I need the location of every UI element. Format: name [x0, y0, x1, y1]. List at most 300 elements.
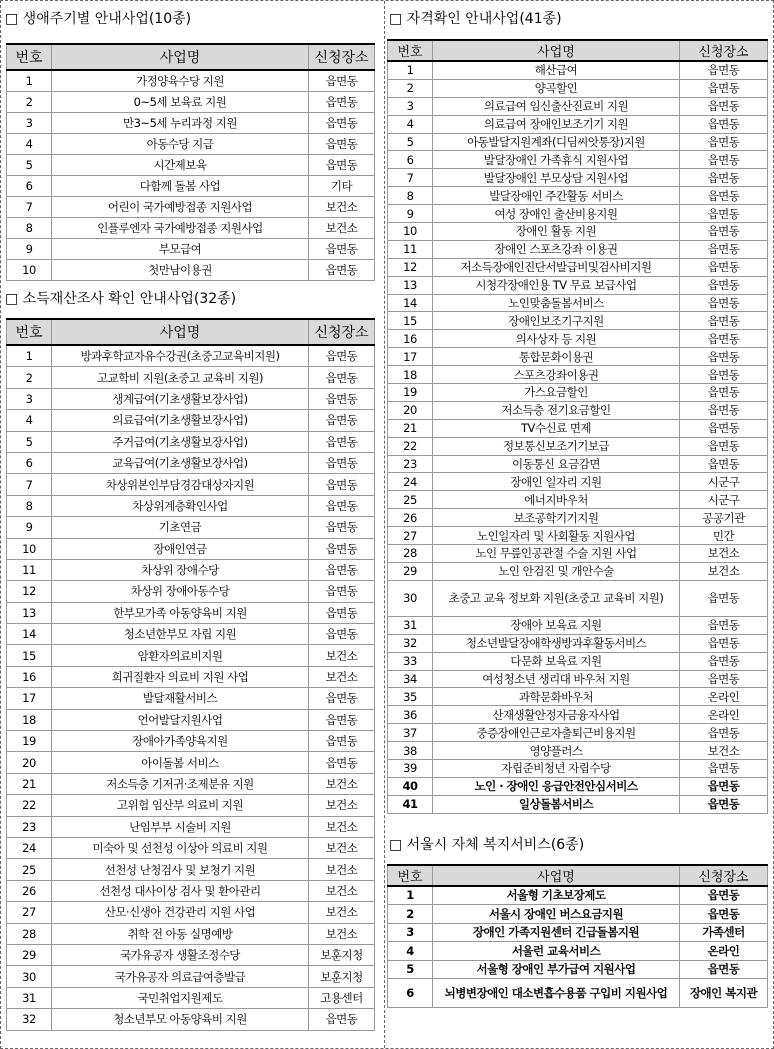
cell-number: 3 [388, 97, 433, 115]
header-number: 번호 [388, 865, 433, 886]
cell-number: 5 [388, 960, 433, 979]
cell-program-name: 노인맞춤돌봄서비스 [433, 294, 680, 312]
cell-program-name: 교육급여(기초생활보장사업) [52, 452, 309, 473]
cell-number: 28 [7, 923, 52, 944]
cell-apply-place: 온라인 [680, 942, 768, 961]
cell-apply-place: 읍면동 [680, 348, 768, 366]
cell-number: 21 [7, 773, 52, 794]
cell-apply-place: 읍면동 [680, 960, 768, 979]
table-row [388, 169, 768, 187]
cell-number: 17 [388, 348, 433, 366]
cell-apply-place: 읍면동 [680, 79, 768, 97]
header-number: 번호 [7, 44, 52, 70]
cell-apply-place: 기타 [309, 176, 375, 197]
cell-program-name: 미숙아 및 선천성 이상아 의료비 지원 [52, 837, 309, 858]
cell-program-name: 어린이 국가예방접종 지원사업 [52, 197, 309, 218]
table-row [7, 966, 375, 987]
table-row [388, 759, 768, 777]
cell-program-name: 의료급여 장애인보조기기 지원 [433, 115, 680, 133]
cell-program-name: 의사상자 등 지원 [433, 330, 680, 348]
cell-program-name: 초중고 교육 정보화 지원(초중고 교육비 지원) [433, 580, 680, 616]
header-program-name: 사업명 [52, 44, 309, 70]
table-row [388, 905, 768, 924]
cell-number: 3 [7, 388, 52, 409]
cell-program-name: 장애인 활동 지원 [433, 223, 680, 241]
cell-program-name: 생계급여(기초생활보장사업) [52, 388, 309, 409]
table-row [7, 474, 375, 495]
cell-number: 27 [7, 902, 52, 923]
cell-apply-place: 보건소 [309, 773, 375, 794]
cell-program-name: 장애인보조기구지원 [433, 312, 680, 330]
cell-number: 8 [388, 187, 433, 205]
cell-apply-place: 읍면동 [680, 795, 768, 813]
cell-apply-place: 보건소 [309, 197, 375, 218]
cell-apply-place: 보건소 [309, 923, 375, 944]
cell-apply-place: 읍면동 [680, 366, 768, 384]
table-row [7, 70, 375, 92]
cell-program-name: 방과후학교자유수강권(초중고교육비지원) [52, 345, 309, 367]
cell-number: 6 [388, 979, 433, 1008]
cell-apply-place: 읍면동 [680, 886, 768, 905]
header-number: 번호 [388, 40, 433, 61]
table-row [7, 538, 375, 559]
cell-apply-place: 읍면동 [309, 731, 375, 752]
cell-number: 11 [7, 559, 52, 580]
cell-program-name: 장애인 가족지원센터 긴급돌봄지원 [433, 923, 680, 942]
cell-program-name: 저소득층 전기요금할인 [433, 401, 680, 419]
cell-apply-place: 읍면동 [680, 580, 768, 616]
cell-number: 6 [7, 176, 52, 197]
cell-apply-place: 온라인 [680, 688, 768, 706]
cell-number: 1 [388, 886, 433, 905]
cell-number: 3 [7, 113, 52, 134]
cell-program-name: 주거급여(기초생활보장사업) [52, 431, 309, 452]
table-row [7, 239, 375, 260]
cell-number: 1 [7, 345, 52, 367]
cell-program-name: 시간제보육 [52, 155, 309, 176]
cell-number: 9 [7, 517, 52, 538]
cell-program-name: 차상위계층확인사업 [52, 495, 309, 516]
table-row [388, 545, 768, 563]
cell-apply-place: 장애인 복지관 [680, 979, 768, 1008]
cell-program-name: 저소득층 기저귀·조제분유 지원 [52, 773, 309, 794]
table-header-row [7, 319, 375, 345]
cell-number: 5 [7, 155, 52, 176]
cell-program-name: 발달장애인 주간활동 서비스 [433, 187, 680, 205]
cell-number: 32 [7, 1009, 52, 1030]
cell-apply-place: 민간 [680, 527, 768, 545]
table-header-row [388, 865, 768, 886]
cell-program-name: 암환자의료비지원 [52, 645, 309, 666]
cell-program-name: 다문화 보육료 지원 [433, 652, 680, 670]
cell-program-name: 자립준비청년 자립수당 [433, 759, 680, 777]
table-row [388, 724, 768, 742]
cell-apply-place: 읍면동 [680, 905, 768, 924]
cell-apply-place: 읍면동 [309, 474, 375, 495]
table-row [7, 410, 375, 431]
cell-apply-place: 읍면동 [680, 240, 768, 258]
table-row [388, 151, 768, 169]
cell-number: 17 [7, 688, 52, 709]
cell-apply-place: 읍면동 [309, 410, 375, 431]
table-row [7, 902, 375, 923]
cell-number: 21 [388, 419, 433, 437]
cell-apply-place: 읍면동 [680, 724, 768, 742]
cell-number: 6 [7, 452, 52, 473]
cell-number: 12 [7, 581, 52, 602]
cell-number: 15 [388, 312, 433, 330]
cell-apply-place: 보건소 [309, 666, 375, 687]
cell-program-name: 노인 무릎인공관절 수술 지원 사업 [433, 545, 680, 563]
table-row [7, 452, 375, 473]
cell-program-name: 청소년한부모 자립 지원 [52, 624, 309, 645]
section-title-lifecycle: □ 생애주기별 안내사업(10종) [5, 11, 192, 27]
table-row [7, 602, 375, 623]
table-row [7, 197, 375, 218]
cell-apply-place: 읍면동 [680, 777, 768, 795]
cell-number: 2 [7, 92, 52, 113]
cell-apply-place: 읍면동 [309, 602, 375, 623]
cell-program-name: 산모·신생아 건강관리 지원 사업 [52, 902, 309, 923]
cell-program-name: 언어발달지원사업 [52, 709, 309, 730]
table-row [388, 455, 768, 473]
table-row [388, 979, 768, 1008]
section-title-seoul: □ 서울시 자체 복지서비스(6종) [389, 836, 585, 853]
cell-program-name: 통합문화이용권 [433, 348, 680, 366]
cell-program-name: 발달재활서비스 [52, 688, 309, 709]
cell-program-name: 국민취업지원제도 [52, 987, 309, 1008]
cell-program-name: 해산급여 [433, 61, 680, 79]
table-row [388, 777, 768, 795]
cell-program-name: 인플루엔자 국가예방접종 지원사업 [52, 218, 309, 239]
cell-number: 41 [388, 795, 433, 813]
cell-number: 4 [7, 410, 52, 431]
cell-program-name: 고교학비 지원(초중고 교육비 지원) [52, 367, 309, 388]
cell-number: 11 [388, 240, 433, 258]
table-lifecycle [6, 43, 375, 281]
cell-number: 14 [388, 294, 433, 312]
table-row [7, 987, 375, 1008]
cell-number: 30 [388, 580, 433, 616]
table-row [388, 312, 768, 330]
cell-apply-place: 보건소 [309, 837, 375, 858]
cell-number: 8 [7, 218, 52, 239]
cell-number: 18 [388, 366, 433, 384]
cell-program-name: 영양플러스 [433, 742, 680, 760]
cell-apply-place: 읍면동 [309, 624, 375, 645]
table-row [388, 276, 768, 294]
cell-apply-place: 보훈지청 [309, 966, 375, 987]
table-row [388, 942, 768, 961]
cell-apply-place: 읍면동 [680, 133, 768, 151]
cell-number: 3 [388, 923, 433, 942]
cell-apply-place: 읍면동 [309, 452, 375, 473]
cell-number: 28 [388, 545, 433, 563]
cell-number: 10 [7, 538, 52, 559]
cell-apply-place: 보건소 [309, 218, 375, 239]
cell-apply-place: 읍면동 [680, 115, 768, 133]
cell-number: 22 [388, 437, 433, 455]
cell-apply-place: 보건소 [309, 816, 375, 837]
table-row [388, 61, 768, 79]
table-row [7, 731, 375, 752]
table-row [388, 258, 768, 276]
table-row [7, 155, 375, 176]
table-row [388, 670, 768, 688]
table-row [7, 773, 375, 794]
cell-number: 13 [7, 602, 52, 623]
table-row [7, 176, 375, 197]
table-row [7, 431, 375, 452]
cell-number: 7 [7, 474, 52, 495]
cell-apply-place: 시군구 [680, 491, 768, 509]
table-row [388, 923, 768, 942]
cell-number: 18 [7, 709, 52, 730]
cell-program-name: 서울런 교육서비스 [433, 942, 680, 961]
cell-program-name: 청소년부모 아동양육비 지원 [52, 1009, 309, 1030]
cell-program-name: 노인 · 장애인 응급안전안심서비스 [433, 777, 680, 795]
table-row [388, 366, 768, 384]
cell-number: 4 [7, 134, 52, 155]
cell-apply-place: 읍면동 [680, 276, 768, 294]
cell-number: 31 [7, 987, 52, 1008]
cell-program-name: 노인 안검진 및 개안수술 [433, 562, 680, 580]
table-row [388, 419, 768, 437]
table-row [388, 240, 768, 258]
cell-apply-place: 보훈지청 [309, 944, 375, 965]
cell-program-name: 차상위본인부담경감대상자지원 [52, 474, 309, 495]
cell-program-name: 의료급여 임신출산진료비 지원 [433, 97, 680, 115]
cell-program-name: 과학문화바우처 [433, 688, 680, 706]
cell-program-name: 0~5세 보육료 지원 [52, 92, 309, 113]
cell-apply-place: 읍면동 [309, 495, 375, 516]
cell-apply-place: 읍면동 [309, 388, 375, 409]
table-row [388, 688, 768, 706]
cell-number: 20 [388, 401, 433, 419]
table-row [388, 79, 768, 97]
cell-program-name: 중증장애인근로자출퇴근비용지원 [433, 724, 680, 742]
cell-program-name: 에너지바우처 [433, 491, 680, 509]
table-row [388, 634, 768, 652]
header-number: 번호 [7, 319, 52, 345]
cell-number: 26 [388, 509, 433, 527]
cell-program-name: 취학 전 아동 실명예방 [52, 923, 309, 944]
cell-program-name: 장애아 보육료 지원 [433, 616, 680, 634]
cell-apply-place: 읍면동 [309, 517, 375, 538]
table-row [388, 294, 768, 312]
cell-program-name: 일상돌봄서비스 [433, 795, 680, 813]
table-row [7, 624, 375, 645]
right-column [385, 1, 773, 1008]
cell-number: 1 [7, 70, 52, 92]
cell-program-name: 청소년발달장애학생방과후활동서비스 [433, 634, 680, 652]
cell-apply-place: 읍면동 [680, 401, 768, 419]
table-row [7, 880, 375, 901]
cell-apply-place: 보건소 [680, 545, 768, 563]
cell-program-name: 서울시 장애인 버스요금지원 [433, 905, 680, 924]
cell-program-name: 저소득장애인진단서발급비및검사비지원 [433, 258, 680, 276]
cell-apply-place: 읍면동 [680, 187, 768, 205]
cell-apply-place: 보건소 [680, 562, 768, 580]
cell-number: 12 [388, 258, 433, 276]
table-row [7, 260, 375, 281]
cell-program-name: 부모급여 [52, 239, 309, 260]
table-row [7, 923, 375, 944]
cell-program-name: 장애인연금 [52, 538, 309, 559]
table-row [388, 527, 768, 545]
table-row [7, 666, 375, 687]
table-row [7, 92, 375, 113]
table-row [7, 645, 375, 666]
cell-apply-place: 읍면동 [309, 134, 375, 155]
cell-apply-place: 읍면동 [680, 330, 768, 348]
cell-apply-place: 가족센터 [680, 923, 768, 942]
table-row [7, 837, 375, 858]
cell-program-name: 노인일자리 및 사회활동 지원사업 [433, 527, 680, 545]
cell-program-name: 아동발달지원계좌(디딤씨앗통장)지원 [433, 133, 680, 151]
table-row [388, 960, 768, 979]
cell-apply-place: 보건소 [309, 859, 375, 880]
cell-apply-place: 시군구 [680, 473, 768, 491]
table-row [7, 816, 375, 837]
cell-apply-place: 읍면동 [309, 752, 375, 773]
cell-number: 25 [388, 491, 433, 509]
table-row [388, 509, 768, 527]
cell-number: 38 [388, 742, 433, 760]
cell-apply-place: 읍면동 [680, 294, 768, 312]
cell-number: 9 [388, 205, 433, 223]
table-row [7, 581, 375, 602]
table-row [388, 223, 768, 241]
cell-apply-place: 읍면동 [680, 205, 768, 223]
table-row [7, 1009, 375, 1030]
cell-program-name: 이동통신 요금감면 [433, 455, 680, 473]
table-row [7, 859, 375, 880]
cell-apply-place: 보건소 [309, 795, 375, 816]
header-program-name: 사업명 [433, 40, 680, 61]
cell-number: 29 [388, 562, 433, 580]
cell-number: 5 [7, 431, 52, 452]
table-row [388, 562, 768, 580]
header-apply-place: 신청장소 [680, 865, 768, 886]
table-header-row [7, 44, 375, 70]
cell-number: 29 [7, 944, 52, 965]
table-row [388, 330, 768, 348]
section-title-income-check: □ 소득재산조사 확인 안내사업(32종) [5, 291, 237, 307]
table-row [388, 115, 768, 133]
header-program-name: 사업명 [433, 865, 680, 886]
cell-program-name: 장애아가족양육지원 [52, 731, 309, 752]
cell-number: 10 [7, 260, 52, 281]
cell-program-name: TV수신료 면제 [433, 419, 680, 437]
cell-number: 31 [388, 616, 433, 634]
cell-apply-place: 읍면동 [680, 223, 768, 241]
cell-program-name: 서울형 기초보장제도 [433, 886, 680, 905]
cell-program-name: 장애인 스포츠강좌 이용권 [433, 240, 680, 258]
cell-apply-place: 읍면동 [680, 759, 768, 777]
table-row [7, 388, 375, 409]
cell-program-name: 선천성 난청검사 및 보청기 지원 [52, 859, 309, 880]
cell-number: 24 [7, 837, 52, 858]
section-title-eligibility: □ 자격확인 안내사업(41종) [389, 11, 562, 27]
cell-number: 7 [388, 169, 433, 187]
cell-apply-place: 읍면동 [680, 61, 768, 79]
cell-number: 9 [7, 239, 52, 260]
cell-number: 25 [7, 859, 52, 880]
cell-program-name: 양곡할인 [433, 79, 680, 97]
cell-number: 16 [7, 666, 52, 687]
table-row [7, 752, 375, 773]
cell-number: 27 [388, 527, 433, 545]
cell-number: 16 [388, 330, 433, 348]
cell-number: 30 [7, 966, 52, 987]
table-row [388, 133, 768, 151]
cell-number: 32 [388, 634, 433, 652]
cell-program-name: 뇌병변장애인 대소변흡수용품 구입비 지원사업 [433, 979, 680, 1008]
cell-number: 8 [7, 495, 52, 516]
cell-program-name: 여성청소년 생리대 바우처 지원 [433, 670, 680, 688]
cell-apply-place: 읍면동 [680, 258, 768, 276]
cell-number: 15 [7, 645, 52, 666]
cell-program-name: 가스요금할인 [433, 384, 680, 402]
cell-apply-place: 읍면동 [680, 169, 768, 187]
cell-apply-place: 읍면동 [680, 437, 768, 455]
cell-apply-place: 읍면동 [309, 709, 375, 730]
cell-apply-place: 읍면동 [680, 634, 768, 652]
table-row [388, 187, 768, 205]
cell-program-name: 난임부부 시술비 지원 [52, 816, 309, 837]
table-row [388, 886, 768, 905]
cell-apply-place: 읍면동 [680, 312, 768, 330]
cell-program-name: 여성 장애인 출산비용지원 [433, 205, 680, 223]
cell-program-name: 산재생활안정자금융자사업 [433, 706, 680, 724]
table-row [388, 384, 768, 402]
cell-apply-place: 고용센터 [309, 987, 375, 1008]
table-income-check [6, 318, 375, 1031]
cell-number: 24 [388, 473, 433, 491]
cell-number: 26 [7, 880, 52, 901]
cell-program-name: 보조공학기기지원 [433, 509, 680, 527]
table-row [7, 559, 375, 580]
cell-program-name: 아동수당 지급 [52, 134, 309, 155]
cell-program-name: 가정양육수당 지원 [52, 70, 309, 92]
table-row [388, 473, 768, 491]
header-apply-place: 신청장소 [309, 319, 375, 345]
cell-program-name: 서울형 장애인 부가급여 지원사업 [433, 960, 680, 979]
table-row [7, 367, 375, 388]
cell-apply-place: 읍면동 [309, 239, 375, 260]
table-row [388, 580, 768, 616]
cell-apply-place: 읍면동 [309, 1009, 375, 1030]
cell-apply-place: 읍면동 [309, 581, 375, 602]
cell-number: 40 [388, 777, 433, 795]
cell-number: 2 [388, 905, 433, 924]
header-apply-place: 신청장소 [309, 44, 375, 70]
cell-apply-place: 읍면동 [309, 559, 375, 580]
cell-program-name: 선천성 대사이상 검사 및 환아관리 [52, 880, 309, 901]
cell-program-name: 차상위 장애아동수당 [52, 581, 309, 602]
cell-number: 23 [388, 455, 433, 473]
cell-apply-place: 읍면동 [309, 70, 375, 92]
cell-apply-place: 읍면동 [680, 419, 768, 437]
cell-number: 23 [7, 816, 52, 837]
table-row [7, 345, 375, 367]
cell-apply-place: 보건소 [309, 902, 375, 923]
cell-program-name: 첫만남이용권 [52, 260, 309, 281]
cell-program-name: 국가유공자 의료급여층발급 [52, 966, 309, 987]
table-row [7, 944, 375, 965]
cell-number: 4 [388, 115, 433, 133]
